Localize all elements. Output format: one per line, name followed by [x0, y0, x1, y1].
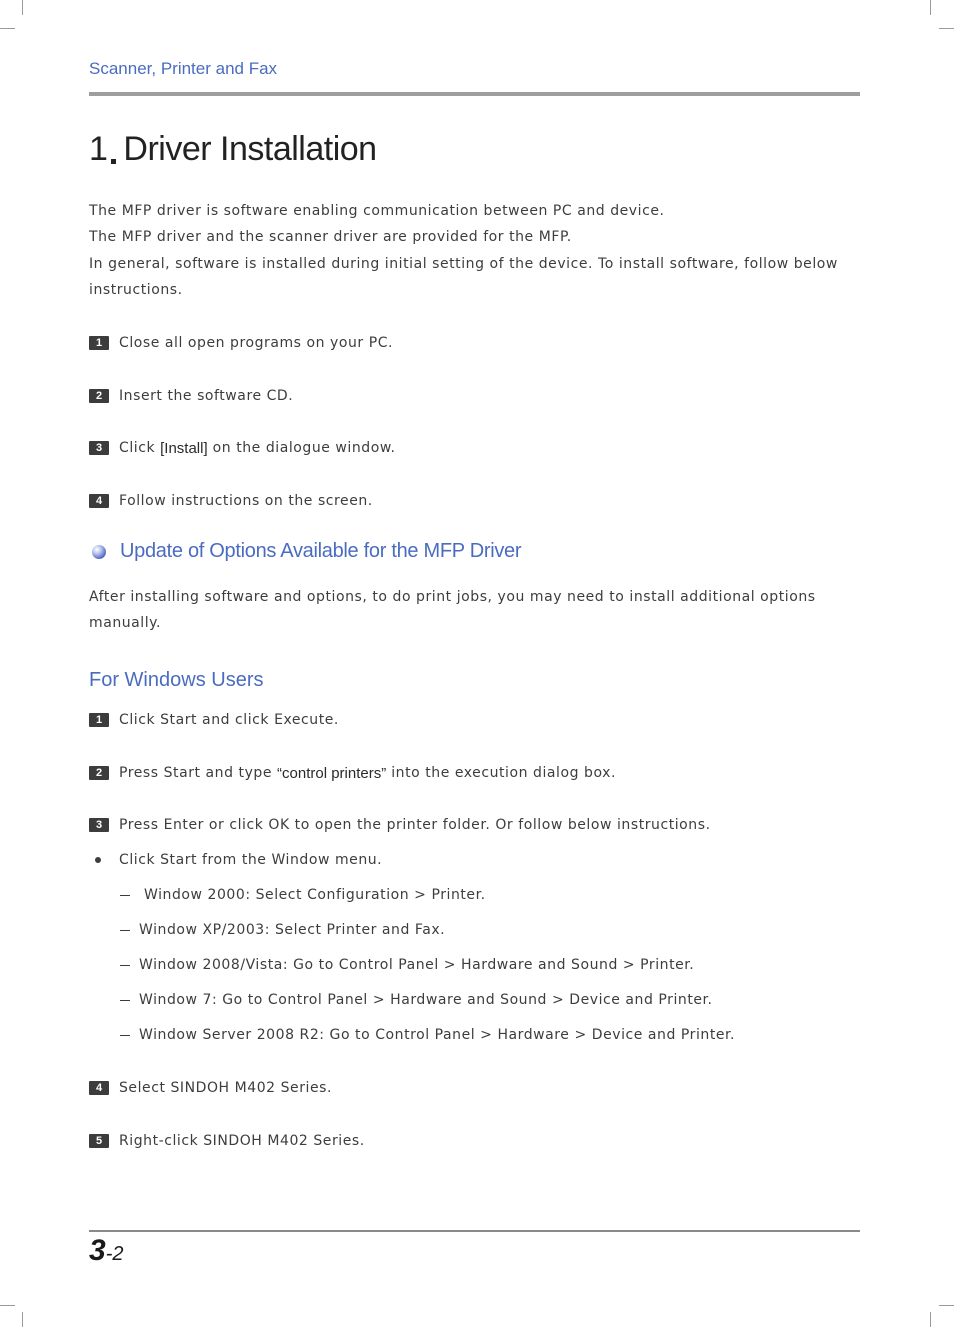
crop-mark — [939, 1305, 954, 1306]
windows-step — [89, 710, 339, 730]
crop-mark — [22, 1312, 23, 1327]
dash-icon — [120, 1000, 130, 1001]
step-number-badge: 3 — [89, 818, 109, 832]
subsection-heading: For Windows Users — [89, 669, 264, 691]
options-paragraph: After installing software and options, to do print jobs, you may need to install additional options manually. — [89, 589, 816, 632]
windows-step — [89, 763, 616, 783]
sub-item — [120, 955, 694, 975]
footer-rule — [89, 1230, 860, 1232]
step-text: Press Start and type — [119, 765, 278, 781]
running-header: Scanner, Printer and Fax — [89, 59, 278, 78]
step-text: Follow instructions on the screen. — [119, 493, 373, 509]
chapter-page-number: 3 — [89, 1234, 106, 1267]
step-number-badge: 4 — [89, 1081, 109, 1095]
page-number — [89, 1234, 123, 1268]
step-text: Select SINDOH M402 Series. — [119, 1080, 332, 1096]
sub-item — [120, 1025, 735, 1045]
step-number-badge: 5 — [89, 1134, 109, 1148]
step-number-badge: 1 — [89, 713, 109, 727]
dash-icon — [120, 930, 130, 931]
dash-icon — [120, 895, 130, 896]
step-text: Click — [119, 440, 161, 456]
install-step — [89, 438, 396, 458]
step-text: on the dialogue window. — [207, 440, 396, 456]
install-step — [89, 491, 373, 511]
intro-line: The MFP driver and the scanner driver are provided for the MFP. — [89, 229, 572, 246]
dash-icon — [120, 1035, 130, 1036]
intro-paragraph — [89, 198, 861, 303]
step-text: Right-click SINDOH M402 Series. — [119, 1133, 365, 1149]
bullet-item — [95, 850, 382, 870]
number-dot — [111, 159, 116, 164]
crop-mark — [930, 0, 931, 15]
step-text: Click Start and click Execute. — [119, 712, 339, 728]
sub-item-text: Window 7: Go to Control Panel > Hardware and Sound > Device and Printer. — [139, 992, 713, 1008]
intro-line: In general, software is installed during initial setting of the device. To install software, follow below instructions. — [89, 255, 838, 298]
step-text: Press Enter or click OK to open the printer folder. Or follow below instructions. — [119, 817, 711, 833]
install-step — [89, 333, 393, 353]
crop-mark — [22, 0, 23, 15]
step-number-badge: 2 — [89, 766, 109, 780]
sub-item — [120, 885, 486, 905]
command-keyword: “control printers” — [277, 764, 387, 782]
page-title — [89, 130, 377, 169]
bullet-dot-icon — [95, 857, 101, 863]
step-text: into the execution dialog box. — [386, 765, 616, 781]
windows-step — [89, 1131, 365, 1151]
chapter-number: 1 — [89, 130, 108, 168]
crop-mark — [930, 1312, 931, 1327]
crop-mark — [0, 28, 15, 29]
crop-mark — [0, 1305, 15, 1306]
step-text: Close all open programs on your PC. — [119, 335, 394, 351]
bullet-text: Click Start from the Window menu. — [119, 852, 383, 868]
install-step — [89, 386, 293, 406]
sub-item-text: Window Server 2008 R2: Go to Control Panel > Hardware > Device and Printer. — [139, 1027, 736, 1043]
step-number-badge: 1 — [89, 336, 109, 350]
windows-step — [89, 815, 711, 835]
sub-item-text: Window 2008/Vista: Go to Control Panel > Hardware and Sound > Printer. — [139, 957, 695, 973]
blue-sphere-icon — [92, 545, 106, 559]
intro-line: The MFP driver is software enabling communication between PC and device. — [89, 203, 665, 219]
sub-item-text: Window XP/2003: Select Printer and Fax. — [139, 922, 446, 938]
page-number-suffix: -2 — [105, 1243, 124, 1265]
page-title-text: Driver Installation — [123, 130, 377, 168]
install-keyword: [Install] — [160, 439, 208, 457]
crop-mark — [939, 28, 954, 29]
dash-icon — [120, 965, 130, 966]
sub-item-text: Window 2000: Select Configuration > Printer. — [139, 887, 486, 903]
windows-step — [89, 1078, 332, 1098]
header-rule — [89, 92, 860, 96]
sub-item — [120, 990, 713, 1010]
step-text: Insert the software CD. — [119, 388, 294, 404]
sub-item — [120, 920, 445, 940]
section-heading — [89, 540, 521, 563]
section-heading-text: Update of Options Available for the MFP Driver — [120, 540, 522, 562]
step-number-badge: 3 — [89, 441, 109, 455]
step-number-badge: 2 — [89, 389, 109, 403]
step-number-badge: 4 — [89, 494, 109, 508]
